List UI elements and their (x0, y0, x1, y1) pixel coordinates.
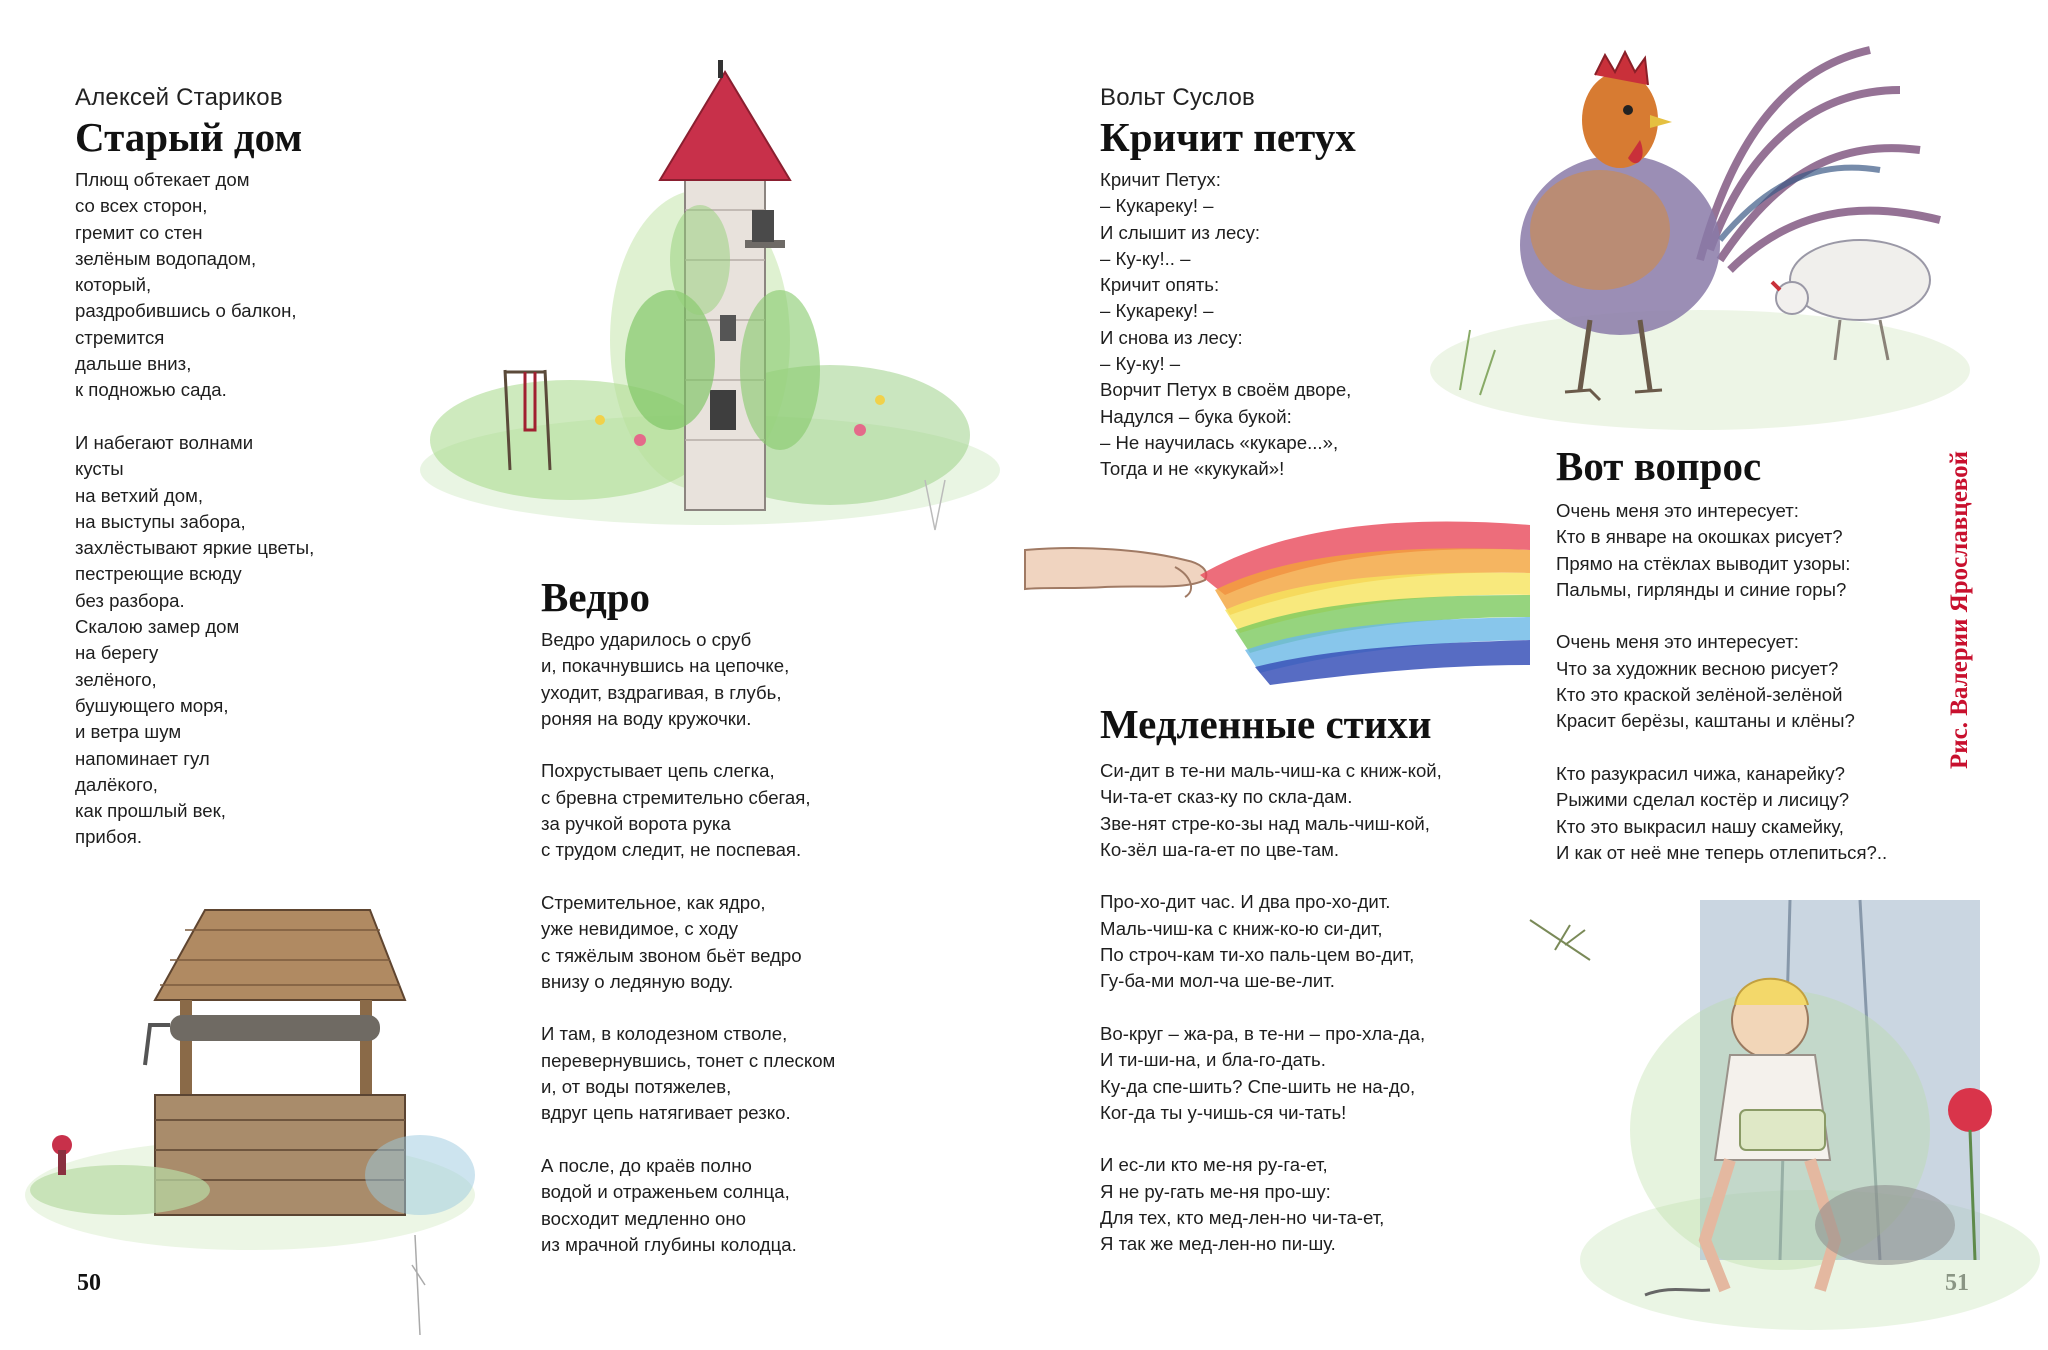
poem-title-stary-dom: Старый дом (75, 114, 303, 160)
tower-house-illustration (400, 60, 1000, 550)
poem-krichit-petukh (1100, 167, 1351, 483)
poem-line: с тяжёлым звоном бьёт ведро (541, 944, 802, 966)
poem-line: А после, до краёв полно (541, 1154, 752, 1176)
poem-line: уже невидимое, с ходу (541, 918, 738, 940)
reading-boy-illustration (1530, 880, 2030, 1340)
poem-stary-dom (75, 167, 314, 851)
poem-line: Гу-ба-ми мол-ча ше-ве-лит. (1100, 970, 1335, 992)
poem-line: без разбора. (75, 589, 185, 611)
rainbow-hand-illustration (1025, 515, 1530, 685)
illustrator-credit: Рис. Валерии Ярославцевой (1946, 450, 1973, 770)
poem-line: как прошлый век, (75, 800, 226, 822)
stanza-break (1100, 995, 1442, 1021)
poem-line: И ес-ли кто ме-ня ру-га-ет, (1100, 1154, 1328, 1176)
poem-line: Я так же мед-лен-но пи-шу. (1100, 1233, 1336, 1255)
page-number-left: 50 (77, 1270, 101, 1296)
poem-line: И там, в колодезном стволе, (541, 1023, 788, 1045)
poem-title-vot-vopros: Вот вопрос (1556, 443, 1762, 489)
poem-line: Надулся – бука букой: (1100, 405, 1292, 427)
poem-line: – Не научилась «кукаре...», (1100, 431, 1339, 453)
poem-line: на выступы забора, (75, 510, 246, 532)
stanza-break (1556, 603, 1887, 629)
poem-line: кусты (75, 458, 124, 480)
poem-line: Красит берёзы, каштаны и клёны? (1556, 710, 1855, 732)
poem-line: И слышит из лесу: (1100, 221, 1261, 243)
poem-line: Ког-да ты у-чишь-ся чи-тать! (1100, 1101, 1347, 1123)
poem-line: – Кукареку! – (1100, 300, 1214, 322)
poem-line: По строч-кам ти-хо паль-цем во-дит, (1100, 944, 1415, 966)
poem-line: уходит, вздрагивая, в глубь, (541, 681, 782, 703)
poem-line: И ти-ши-на, и бла-го-дать. (1100, 1049, 1326, 1071)
poem-line: роняя на воду кружочки. (541, 707, 752, 729)
poem-line: Тогда и не «кукукай»! (1100, 458, 1285, 480)
poem-line: Кто это выкрасил нашу скамейку, (1556, 815, 1844, 837)
poem-line: Скалою замер дом (75, 616, 240, 638)
poem-line: Чи-та-ет сказ-ку по скла-дам. (1100, 786, 1353, 808)
poem-line: Ворчит Петух в своём дворе, (1100, 379, 1352, 401)
poem-line: и, покачнувшись на цепочке, (541, 655, 790, 677)
stanza-break (541, 995, 835, 1021)
poem-line: Кричит опять: (1100, 274, 1220, 296)
poem-line: захлёстывают яркие цветы, (75, 537, 315, 559)
stanza-break (541, 1127, 835, 1153)
well-illustration (20, 905, 480, 1345)
poem-line: прибоя. (75, 826, 143, 848)
poem-line: И набегают волнами (75, 431, 254, 453)
poem-title-vedro: Ведро (541, 574, 651, 620)
poem-line: перевернувшись, тонет с плеском (541, 1049, 836, 1071)
rooster-illustration (1400, 30, 1960, 430)
poem-line: Кричит Петух: (1100, 169, 1221, 190)
poem-vot-vopros (1556, 498, 1887, 866)
poem-line: на ветхий дом, (75, 484, 204, 506)
poem-line: Ку-да спе-шить? Спе-шить не на-до, (1100, 1075, 1416, 1097)
poem-line: Плющ обтекает дом (75, 169, 250, 190)
poem-line: – Кукареку! – (1100, 195, 1214, 217)
poem-line: Пальмы, гирлянды и синие горы? (1556, 578, 1847, 600)
poem-line: Ко-зёл ша-га-ет по цве-там. (1100, 838, 1340, 860)
poem-line: из мрачной глубины колодца. (541, 1233, 797, 1255)
stanza-break (541, 864, 835, 890)
poem-vedro (541, 627, 835, 1258)
poem-line: Прямо на стёклах выводит узоры: (1556, 552, 1851, 574)
poem-line: гремит со стен (75, 221, 203, 243)
poem-line: пестреющие всюду (75, 563, 242, 585)
poem-line: и, от воды потяжелев, (541, 1076, 732, 1098)
poem-line: Кто в январе на окошках рисует? (1556, 526, 1843, 548)
poem-title-krichit-petukh: Кричит петух (1100, 114, 1356, 160)
poem-line: за ручкой ворота рука (541, 813, 731, 835)
poem-line: Про-хо-дит час. И два про-хо-дит. (1100, 891, 1391, 913)
poem-line: Похрустывает цепь слегка, (541, 760, 775, 782)
poem-line: Очень меня это интересует: (1556, 631, 1799, 653)
poem-line: Кто это краской зелёной-зелёной (1556, 684, 1843, 706)
poem-line: Я не ру-гать ме-ня про-шу: (1100, 1180, 1331, 1202)
poem-line: бушующего моря, (75, 694, 229, 716)
stanza-break (541, 732, 835, 758)
poem-line: зелёным водопадом, (75, 247, 257, 269)
poem-line: Очень меня это интересует: (1556, 500, 1799, 521)
poem-line: Ведро ударилось о сруб (541, 629, 752, 650)
poem-line: далёкого, (75, 773, 158, 795)
stanza-break (1556, 735, 1887, 761)
poem-line: Зве-нят стре-ко-зы над маль-чиш-кой, (1100, 812, 1430, 834)
stanza-break (1100, 863, 1442, 889)
poem-line: Стремительное, как ядро, (541, 891, 766, 913)
poem-line: Что за художник весною рисует? (1556, 657, 1839, 679)
poem-line: который, (75, 274, 152, 296)
poem-line: восходит медленно оно (541, 1207, 746, 1229)
author-suslov: Вольт Суслов (1100, 84, 1255, 111)
poem-title-medlennye-stikhi: Медленные стихи (1100, 701, 1432, 747)
poem-line: на берегу (75, 642, 159, 664)
stanza-break (75, 404, 314, 430)
poem-line: Рыжими сделал костёр и лисицу? (1556, 789, 1850, 811)
poem-line: водой и отраженьем солнца, (541, 1181, 790, 1203)
poem-medlennye-stikhi (1100, 758, 1442, 1258)
poem-line: напоминает гул (75, 747, 210, 769)
poem-line: с трудом следит, не поспевая. (541, 839, 802, 861)
poem-line: зелёного, (75, 668, 157, 690)
poem-line: внизу о ледяную воду. (541, 970, 734, 992)
poem-line: с бревна стремительно сбегая, (541, 786, 811, 808)
poem-line: дальше вниз, (75, 353, 192, 375)
poem-line: Маль-чиш-ка с книж-ко-ю си-дит, (1100, 917, 1383, 939)
poem-line: И снова из лесу: (1100, 326, 1243, 348)
poem-line: Кто разукрасил чижа, канарейку? (1556, 762, 1845, 784)
poem-line: к подножью сада. (75, 379, 227, 401)
poem-line: раздробившись о балкон, (75, 300, 297, 322)
poem-line: Во-круг – жа-ра, в те-ни – про-хла-да, (1100, 1022, 1426, 1044)
poem-line: Для тех, кто мед-лен-но чи-та-ет, (1100, 1207, 1385, 1229)
poem-line: стремится (75, 326, 165, 348)
author-starikov: Алексей Стариков (75, 84, 283, 111)
poem-line: Си-дит в те-ни маль-чиш-ка с книж-кой, (1100, 760, 1442, 781)
poem-line: И как от неё мне теперь отлепиться?.. (1556, 841, 1888, 863)
poem-line: со всех сторон, (75, 195, 208, 217)
stanza-break (1100, 1126, 1442, 1152)
poem-line: – Ку-ку! – (1100, 353, 1181, 375)
poem-line: вдруг цепь натягивает резко. (541, 1102, 791, 1124)
poem-line: – Ку-ку!.. – (1100, 247, 1191, 269)
poem-line: и ветра шум (75, 721, 182, 743)
